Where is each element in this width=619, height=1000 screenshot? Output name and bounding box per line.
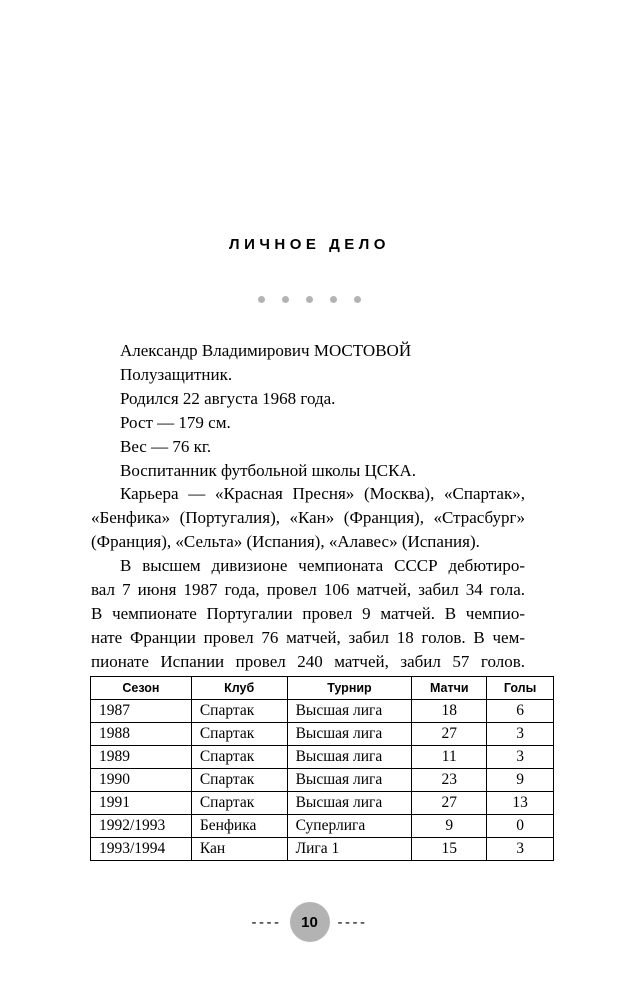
season-cell: 1992/1993: [91, 815, 192, 838]
page-number: 10: [290, 902, 330, 942]
player-school: Воспитанник футбольной школы ЦСКА.: [120, 460, 417, 480]
debut-line: пионате Испании провел 240 матчей, забил 57 голов.: [91, 651, 525, 671]
tournament-cell: Высшая лига: [287, 723, 412, 746]
dot-icon: [354, 296, 361, 303]
decorative-dots: [0, 296, 619, 303]
player-birth: Родился 22 августа 1968 года.: [120, 388, 336, 408]
goals-cell: 3: [487, 723, 554, 746]
season-cell: 1991: [91, 792, 192, 815]
footer-dashes-left: ----: [251, 913, 282, 931]
table-header-row: [91, 677, 554, 700]
table-row: [91, 815, 554, 838]
column-header: Голы: [487, 677, 554, 700]
column-header: Матчи: [412, 677, 487, 700]
career-line: Карьера — «Красная Пресня» (Москва), «Спартак»,: [120, 484, 525, 504]
goals-cell: 9: [487, 769, 554, 792]
player-name: Александр Владимирович МОСТОВОЙ: [120, 341, 412, 360]
debut-line: В чемпионате Португалии провел 9 матчей. В чемпио-: [91, 603, 525, 623]
goals-cell: 0: [487, 815, 554, 838]
table-row: [91, 769, 554, 792]
matches-cell: 27: [412, 792, 487, 815]
goals-cell: 13: [487, 792, 554, 815]
debut-line: В высшем дивизионе чемпионата СССР дебютиро-: [120, 556, 525, 576]
column-header: Клуб: [191, 677, 287, 700]
footer-dashes-right: ----: [337, 913, 368, 931]
tournament-cell: Высшая лига: [287, 792, 412, 815]
player-height: Рост — 179 см.: [120, 412, 231, 432]
career-table: [90, 676, 554, 861]
tournament-cell: Высшая лига: [287, 746, 412, 769]
matches-cell: 15: [412, 838, 487, 861]
table-row: [91, 746, 554, 769]
season-cell: 1993/1994: [91, 838, 192, 861]
club-cell: Спартак: [191, 746, 287, 769]
debut-line: вал 7 июня 1987 года, провел 106 матчей, забил 34 гола.: [91, 580, 525, 600]
player-weight: Вес — 76 кг.: [120, 436, 212, 456]
section-heading: ЛИЧНОЕ ДЕЛО: [229, 236, 390, 253]
tournament-cell: Высшая лига: [287, 700, 412, 723]
season-cell: 1988: [91, 723, 192, 746]
debut-line: нате Франции провел 76 матчей, забил 18 голов. В чем-: [91, 627, 525, 647]
season-cell: 1989: [91, 746, 192, 769]
matches-cell: 27: [412, 723, 487, 746]
player-position: Полузащитник.: [120, 364, 233, 384]
table-row: [91, 700, 554, 723]
tournament-cell: Высшая лига: [287, 769, 412, 792]
career-line: (Франция), «Сельта» (Испания), «Алавес» (Испания).: [91, 532, 480, 552]
dot-icon: [330, 296, 337, 303]
goals-cell: 3: [487, 838, 554, 861]
matches-cell: 11: [412, 746, 487, 769]
dot-icon: [282, 296, 289, 303]
career-line: «Бенфика» (Португалия), «Кан» (Франция), «Страсбург»: [91, 508, 525, 528]
season-cell: 1987: [91, 700, 192, 723]
goals-cell: 3: [487, 746, 554, 769]
matches-cell: 23: [412, 769, 487, 792]
page-footer: [0, 902, 619, 942]
table-row: [91, 723, 554, 746]
tournament-cell: Лига 1: [287, 838, 412, 861]
club-cell: Спартак: [191, 769, 287, 792]
season-cell: 1990: [91, 769, 192, 792]
club-cell: Кан: [191, 838, 287, 861]
club-cell: Спартак: [191, 792, 287, 815]
table-row: [91, 792, 554, 815]
profile-text: [91, 339, 525, 674]
goals-cell: 6: [487, 700, 554, 723]
club-cell: Спартак: [191, 700, 287, 723]
club-cell: Спартак: [191, 723, 287, 746]
tournament-cell: Суперлига: [287, 815, 412, 838]
column-header: Турнир: [287, 677, 412, 700]
table-row: [91, 838, 554, 861]
matches-cell: 9: [412, 815, 487, 838]
club-cell: Бенфика: [191, 815, 287, 838]
dot-icon: [258, 296, 265, 303]
column-header: Сезон: [91, 677, 192, 700]
dot-icon: [306, 296, 313, 303]
matches-cell: 18: [412, 700, 487, 723]
